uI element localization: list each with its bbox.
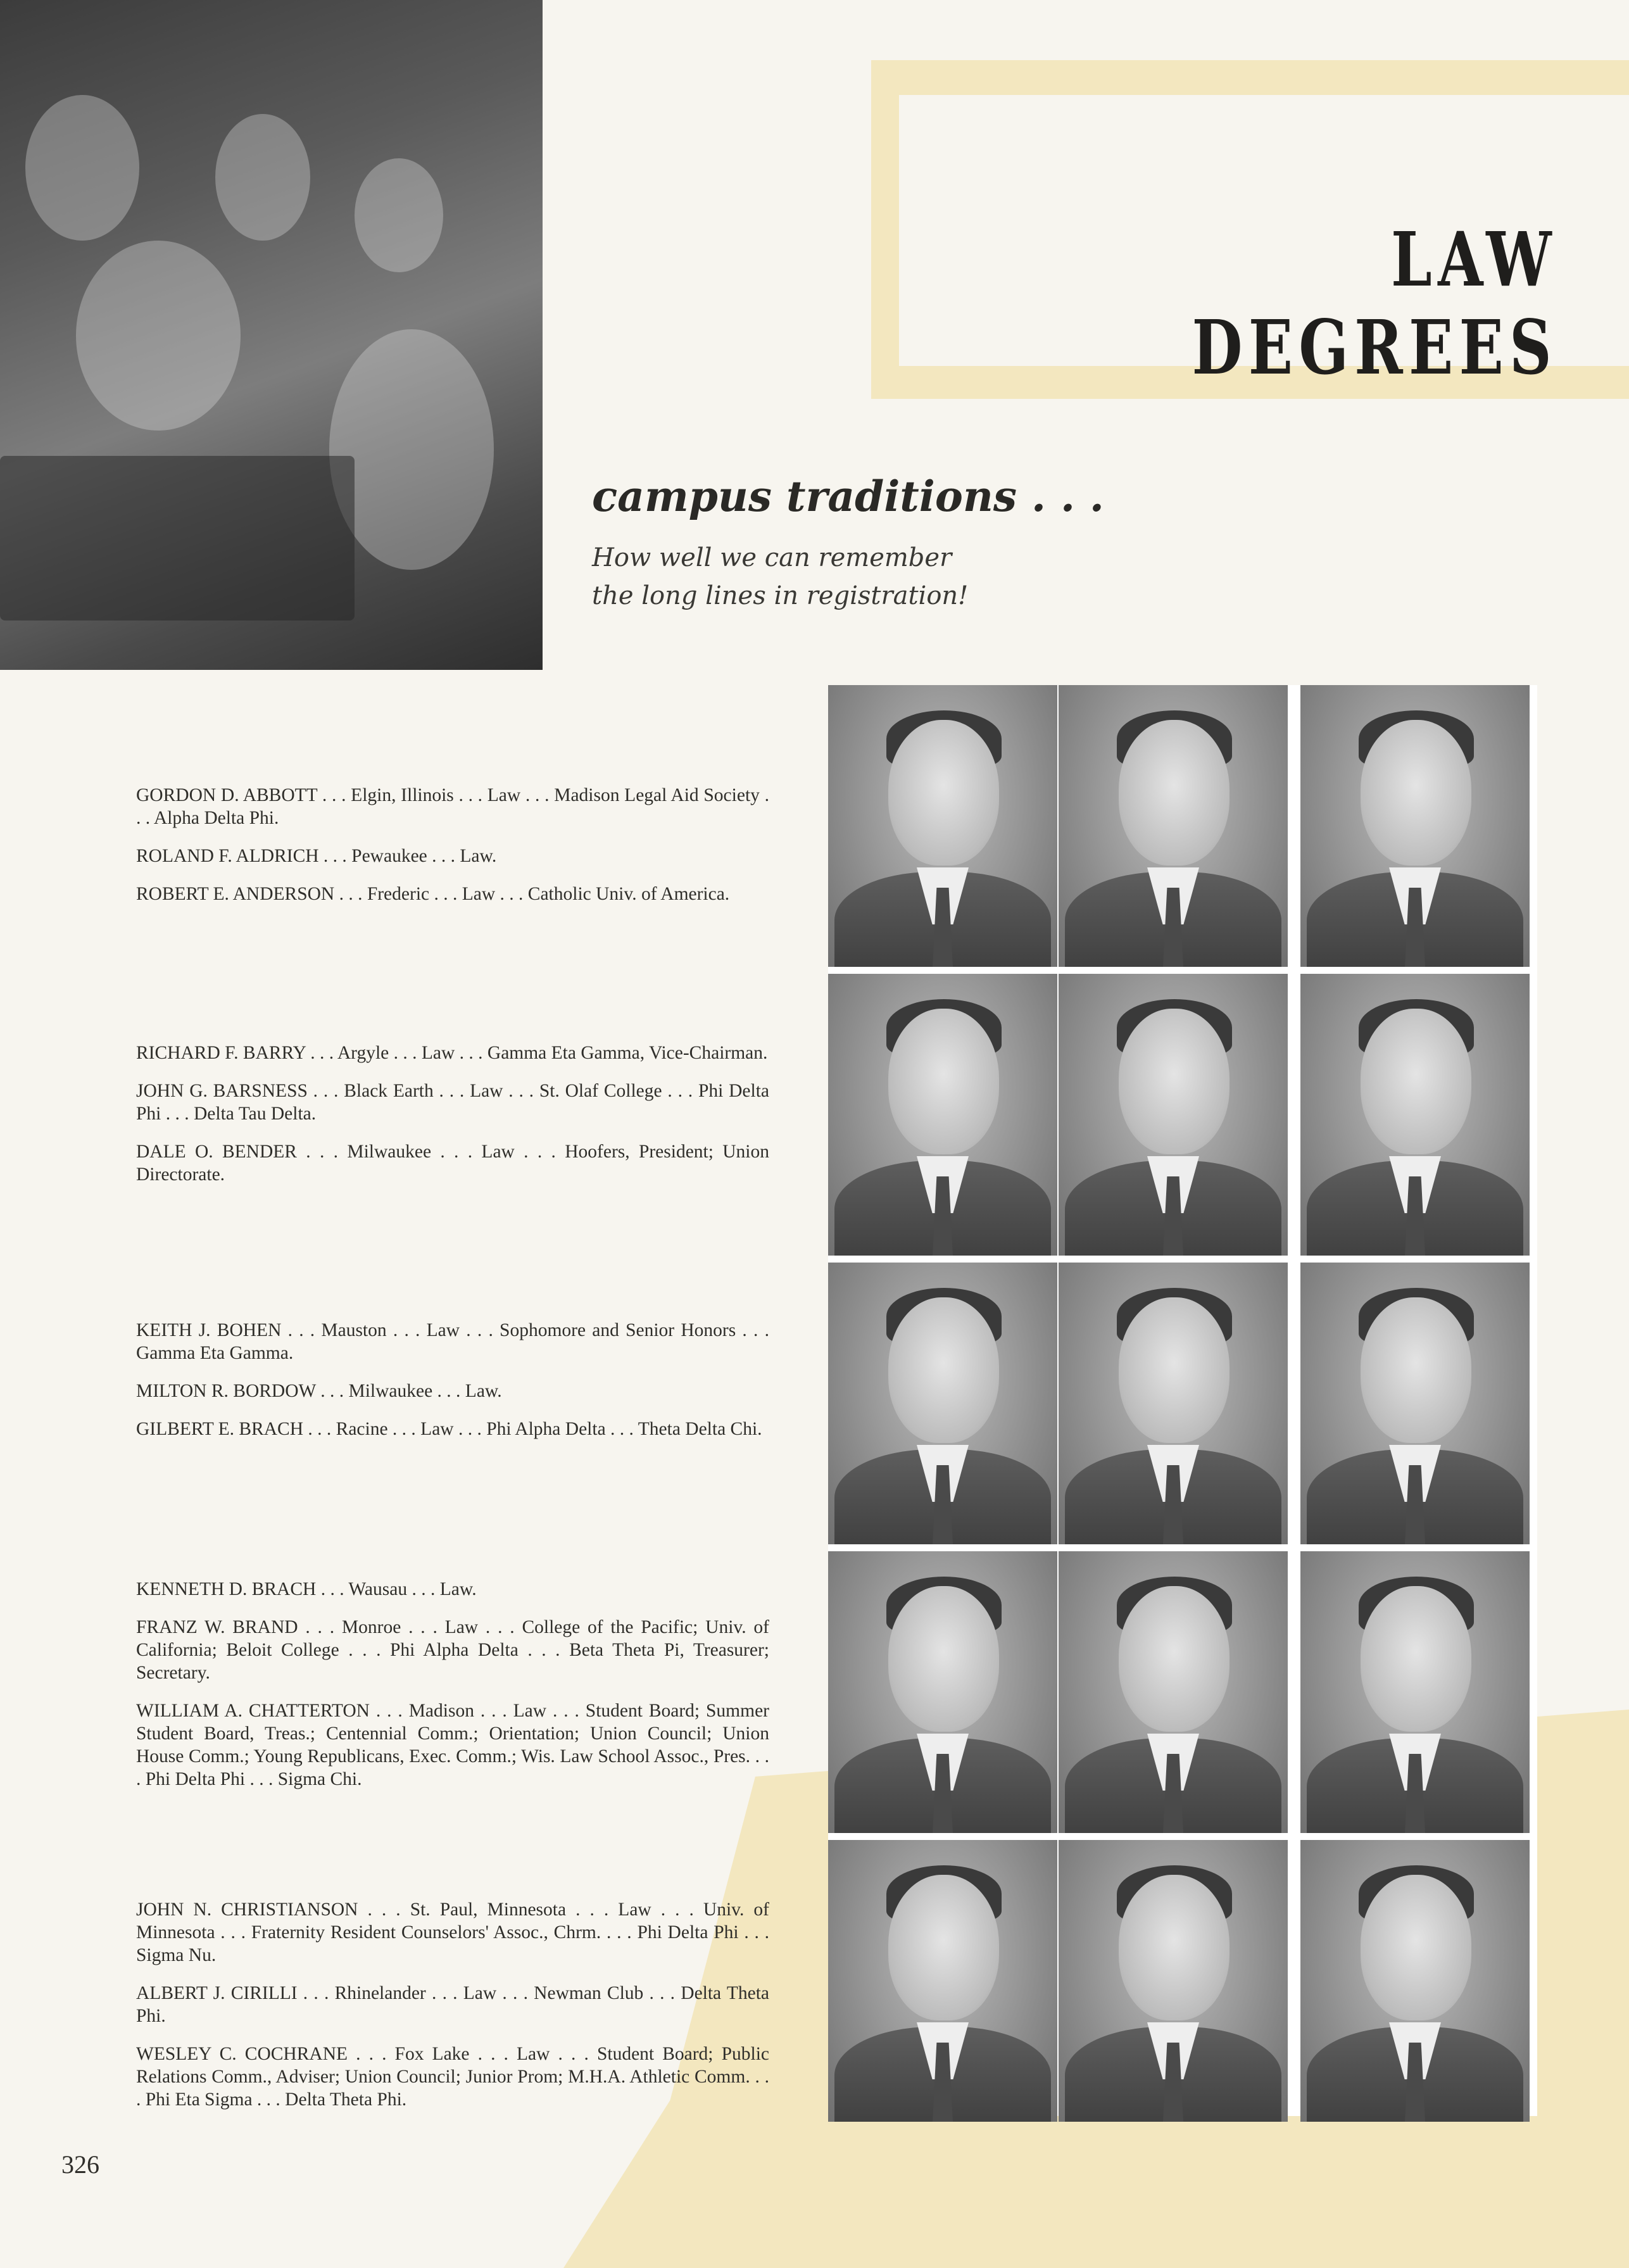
portrait-face	[888, 1009, 999, 1154]
bio-group-1	[136, 784, 769, 921]
bio-group-2	[136, 1042, 769, 1201]
bio-entry: WILLIAM A. CHATTERTON . . . Madison . . . Law . . . Student Board; Summer Student Board, Treas.; Centennial Comm.; Orientation; Union Council; Union House Comm.; Young Republicans, Exec. Comm.; Wis. Law School Assoc., Pres. . . . Phi Delta Phi . . . Sigma Chi.	[136, 1701, 769, 1789]
portrait-photo	[1059, 1263, 1288, 1544]
portrait-photo	[1059, 685, 1288, 967]
photo-caption-line-2: the long lines in registration!	[592, 581, 969, 610]
bio-entry: KENNETH D. BRACH . . . Wausau . . . Law.	[136, 1579, 477, 1599]
bio-entry: DALE O. BENDER . . . Milwaukee . . . Law . . . Hoofers, President; Union Directorate.	[136, 1142, 769, 1185]
portrait-photo	[828, 1840, 1057, 2122]
bio-entry: FRANZ W. BRAND . . . Monroe . . . Law . . . College of the Pacific; Univ. of California; Beloit College . . . Phi Alpha Delta . . . Beta Theta Pi, Treasurer; Secretary.	[136, 1617, 769, 1683]
portrait-photo	[828, 1263, 1057, 1544]
photo-figure	[25, 95, 139, 241]
portrait-photo	[1059, 1840, 1288, 2122]
portrait-face	[1361, 720, 1471, 866]
portrait-face	[1361, 1875, 1471, 2020]
photo-figure	[355, 158, 443, 272]
feature-heading: campus traditions . . .	[592, 472, 1104, 521]
registration-photo	[0, 0, 543, 670]
bio-entry: WESLEY C. COCHRANE . . . Fox Lake . . . Law . . . Student Board; Public Relations Comm., Adviser; Union Council; Junior Prom; M.H.A. Athletic Comm. . . . Phi Eta Sigma . . . Delta Theta Phi.	[136, 2044, 769, 2110]
page-number: 326	[61, 2150, 99, 2179]
page-title: LAW DEGREES	[1192, 215, 1557, 391]
bio-entry: GORDON D. ABBOTT . . . Elgin, Illinois . . . Law . . . Madison Legal Aid Society . . . Alpha Delta Phi.	[136, 785, 769, 828]
bio-entry: RICHARD F. BARRY . . . Argyle . . . Law . . . Gamma Eta Gamma, Vice-Chairman.	[136, 1043, 768, 1063]
portrait-face	[888, 720, 999, 866]
bio-entry: JOHN G. BARSNESS . . . Black Earth . . . Law . . . St. Olaf College . . . Phi Delta Phi . . . Delta Tau Delta.	[136, 1081, 769, 1124]
portrait-photo	[1059, 974, 1288, 1256]
portrait-photo	[1300, 974, 1530, 1256]
portrait-face	[1361, 1297, 1471, 1443]
portrait-photo	[828, 685, 1057, 967]
bio-entry: ROBERT E. ANDERSON . . . Frederic . . . Law . . . Catholic Univ. of America.	[136, 884, 730, 904]
portrait-photo	[1059, 1551, 1288, 1833]
photo-figure	[215, 114, 310, 241]
bio-entry: KEITH J. BOHEN . . . Mauston . . . Law . . . Sophomore and Senior Honors . . . Gamma Eta Gamma.	[136, 1320, 769, 1363]
portrait-photo	[828, 974, 1057, 1256]
bio-entry: GILBERT E. BRACH . . . Racine . . . Law . . . Phi Alpha Delta . . . Theta Delta Chi.	[136, 1419, 762, 1439]
portrait-photo	[828, 1551, 1057, 1833]
photo-figure	[76, 241, 241, 431]
bio-group-5	[136, 1898, 769, 2126]
portrait-face	[888, 1586, 999, 1732]
portrait-face	[1361, 1586, 1471, 1732]
portrait-face	[1119, 1297, 1230, 1443]
portrait-photo	[1300, 1551, 1530, 1833]
portrait-face	[1119, 1875, 1230, 2020]
portrait-photo	[1300, 685, 1530, 967]
bio-entry: ROLAND F. ALDRICH . . . Pewaukee . . . Law.	[136, 846, 497, 866]
portrait-photo	[1300, 1840, 1530, 2122]
bio-entry: ALBERT J. CIRILLI . . . Rhinelander . . . Law . . . Newman Club . . . Delta Theta Phi.	[136, 1983, 769, 2026]
photo-caption-line-1: How well we can remember	[592, 543, 952, 572]
portrait-face	[1361, 1009, 1471, 1154]
bio-entry: JOHN N. CHRISTIANSON . . . St. Paul, Minnesota . . . Law . . . Univ. of Minnesota . . . Fraternity Resident Counselors' Assoc., Chrm. . . . Phi Delta Phi . . . Sigma Nu.	[136, 1899, 769, 1965]
portrait-face	[1119, 1586, 1230, 1732]
portrait-face	[1119, 1009, 1230, 1154]
bio-group-3	[136, 1319, 769, 1456]
portrait-face	[888, 1297, 999, 1443]
portrait-face	[888, 1875, 999, 2020]
photo-table	[0, 456, 355, 621]
portrait-face	[1119, 720, 1230, 866]
bio-entry: MILTON R. BORDOW . . . Milwaukee . . . Law.	[136, 1381, 502, 1401]
portrait-photo	[1300, 1263, 1530, 1544]
bio-group-4	[136, 1578, 769, 1806]
